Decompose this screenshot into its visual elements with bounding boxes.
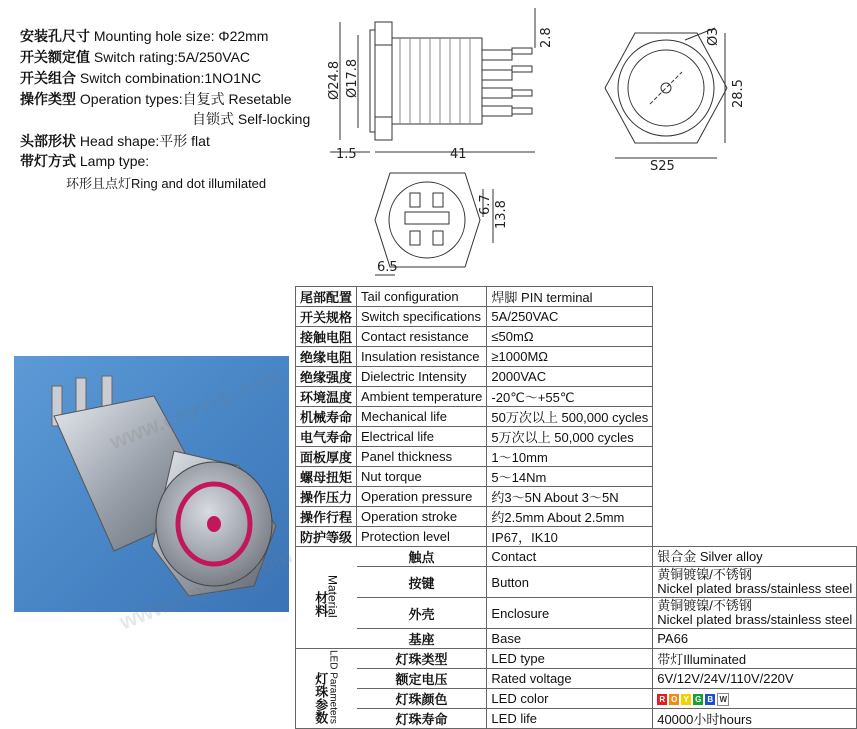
product-photo bbox=[14, 356, 289, 612]
param-cn: 面板厚度 bbox=[296, 447, 357, 467]
param-cn: 按键 bbox=[357, 567, 487, 598]
switch-illustration bbox=[14, 356, 289, 612]
param-cn: 灯珠类型 bbox=[357, 649, 487, 669]
param-value: 1～10mm bbox=[487, 447, 653, 467]
param-en: LED type bbox=[487, 649, 653, 669]
spec-table bbox=[295, 286, 857, 729]
param-en: Panel thickness bbox=[357, 447, 487, 467]
param-en: Tail configuration bbox=[357, 287, 487, 307]
param-value: -20℃～+55℃ bbox=[487, 387, 653, 407]
table-row bbox=[296, 709, 857, 729]
param-value-line1: 黄铜镀镍/不锈钢 bbox=[657, 598, 752, 613]
param-value: 带灯Illuminated bbox=[653, 649, 857, 669]
dim-pin-c: 6.5 bbox=[377, 260, 398, 275]
dim-height: 28.5 bbox=[731, 79, 746, 108]
pin-view-drawing bbox=[365, 165, 515, 283]
param-cn: 环境温度 bbox=[296, 387, 357, 407]
dim-pin-a: 6.7 bbox=[478, 194, 493, 215]
param-en: Mechanical life bbox=[357, 407, 487, 427]
param-cn: 机械寿命 bbox=[296, 407, 357, 427]
param-value bbox=[653, 567, 857, 598]
spec-table-body bbox=[296, 287, 857, 729]
param-value: 5万次以上 50,000 cycles bbox=[487, 427, 653, 447]
param-cn: 防护等级 bbox=[296, 527, 357, 547]
param-en: Contact bbox=[487, 547, 653, 567]
spec-value: 环形且点灯Ring and dot illumilated bbox=[66, 176, 267, 191]
table-row bbox=[296, 487, 857, 507]
param-en: Rated voltage bbox=[487, 669, 653, 689]
spec-label: 开关额定值 bbox=[20, 49, 90, 65]
param-value: ≤50mΩ bbox=[487, 327, 653, 347]
spec-lamp-type bbox=[20, 153, 149, 170]
param-cn: 基座 bbox=[357, 629, 487, 649]
table-row bbox=[296, 347, 857, 367]
spec-switch-combination bbox=[20, 70, 261, 87]
param-en: Ambient temperature bbox=[357, 387, 487, 407]
table-row bbox=[296, 367, 857, 387]
param-en: Button bbox=[487, 567, 653, 598]
dim-dia-outer: Ø24.8 bbox=[327, 60, 342, 100]
param-en: LED color bbox=[487, 689, 653, 709]
material-label-cn: 材料 bbox=[313, 591, 329, 618]
param-en: Electrical life bbox=[357, 427, 487, 447]
spec-switch-rating bbox=[20, 49, 250, 66]
spec-label: 带灯方式 bbox=[20, 153, 76, 169]
table-row bbox=[296, 629, 857, 649]
spec-label: 开关组合 bbox=[20, 70, 76, 86]
param-cn: 接触电阻 bbox=[296, 327, 357, 347]
table-row bbox=[296, 507, 857, 527]
param-cn: 绝缘电阻 bbox=[296, 347, 357, 367]
table-row bbox=[296, 327, 857, 347]
spec-operation-types bbox=[20, 91, 292, 108]
spec-label: 安装孔尺寸 bbox=[20, 28, 90, 44]
table-row bbox=[296, 447, 857, 467]
table-row bbox=[296, 598, 857, 629]
param-value-line1: 银合金 Silver alloy bbox=[657, 548, 763, 564]
led-color-swatch: G bbox=[695, 695, 702, 705]
led-label-cn: 灯珠参数 bbox=[313, 671, 329, 724]
param-cn: 螺母扭矩 bbox=[296, 467, 357, 487]
param-value bbox=[653, 629, 857, 649]
led-label-en: LED Parameters bbox=[327, 650, 339, 724]
param-value bbox=[653, 598, 857, 629]
dim-len-total: 41 bbox=[450, 147, 467, 162]
param-cn: 操作压力 bbox=[296, 487, 357, 507]
param-value: 40000小时hours bbox=[653, 709, 857, 729]
param-value: ≥1000MΩ bbox=[487, 347, 653, 367]
param-en: Base bbox=[487, 629, 653, 649]
table-row bbox=[296, 407, 857, 427]
spec-label: 操作类型 bbox=[20, 91, 76, 107]
dim-top-offset: 2.8 bbox=[539, 27, 554, 48]
param-value: 约2.5mm About 2.5mm bbox=[487, 507, 653, 527]
param-en: Insulation resistance bbox=[357, 347, 487, 367]
table-row bbox=[296, 527, 857, 547]
param-value-line2: Nickel plated brass/stainless steel bbox=[657, 581, 853, 596]
param-value-line1: PA66 bbox=[657, 630, 689, 646]
dim-dia-inner: Ø17.8 bbox=[345, 58, 360, 98]
table-row bbox=[296, 547, 857, 567]
param-cn: 额定电压 bbox=[357, 669, 487, 689]
table-row bbox=[296, 669, 857, 689]
spec-head-shape bbox=[20, 133, 210, 150]
param-value: IP67，IK10 bbox=[487, 527, 653, 547]
param-en: Protection level bbox=[357, 527, 487, 547]
spec-value: Switch rating:5A/250VAC bbox=[90, 49, 251, 65]
param-value bbox=[653, 547, 857, 567]
param-value-line2: Nickel plated brass/stainless steel bbox=[657, 612, 853, 627]
param-en: LED life bbox=[487, 709, 653, 729]
param-value: 约3～5N About 3～5N bbox=[487, 487, 653, 507]
param-cn: 电气寿命 bbox=[296, 427, 357, 447]
table-row bbox=[296, 567, 857, 598]
dim-hex: S25 bbox=[650, 159, 675, 174]
led-color-swatch: B bbox=[705, 694, 715, 705]
led-color-swatch: Y bbox=[681, 694, 691, 705]
led-group-label bbox=[296, 649, 357, 729]
param-cn: 操作行程 bbox=[296, 507, 357, 527]
param-value-line1: 黄铜镀镍/不锈钢 bbox=[657, 567, 752, 582]
dim-pin-b: 13.8 bbox=[494, 200, 509, 229]
table-row bbox=[296, 387, 857, 407]
param-cn: 外壳 bbox=[357, 598, 487, 629]
led-color-swatches bbox=[653, 689, 857, 709]
led-color-swatch: W bbox=[717, 693, 729, 706]
param-cn: 开关规格 bbox=[296, 307, 357, 327]
spec-value: Lamp type: bbox=[76, 153, 150, 169]
table-row bbox=[296, 649, 857, 669]
spec-self-locking bbox=[192, 111, 310, 128]
table-row bbox=[296, 287, 857, 307]
param-value: 焊脚 PIN terminal bbox=[487, 287, 653, 307]
table-row bbox=[296, 427, 857, 447]
dim-hole-dia: Ø3 bbox=[706, 27, 721, 46]
spec-lamp-detail bbox=[66, 175, 266, 192]
spec-mounting-hole bbox=[20, 28, 268, 45]
param-value: 2000VAC bbox=[487, 367, 653, 387]
material-group-label bbox=[296, 547, 357, 649]
led-color-swatch: O bbox=[671, 695, 678, 705]
dim-len-head: 1.5 bbox=[336, 147, 357, 162]
param-cn: 触点 bbox=[357, 547, 487, 567]
param-en: Switch specifications bbox=[357, 307, 487, 327]
spec-value: Switch combination:1NO1NC bbox=[76, 70, 262, 86]
param-value: 5A/250VAC bbox=[487, 307, 653, 327]
photo-watermark-1: www.cnyvcb.com bbox=[105, 362, 286, 455]
spec-value: 自锁式 Self-locking bbox=[192, 111, 311, 127]
param-cn: 尾部配置 bbox=[296, 287, 357, 307]
param-value: 5～14Nm bbox=[487, 467, 653, 487]
param-cn: 灯珠寿命 bbox=[357, 709, 487, 729]
table-row bbox=[296, 307, 857, 327]
param-en: Operation stroke bbox=[357, 507, 487, 527]
param-value: 50万次以上 500,000 cycles bbox=[487, 407, 653, 427]
led-color-swatch: R bbox=[657, 694, 667, 705]
param-value: 6V/12V/24V/110V/220V bbox=[653, 669, 857, 689]
param-en: Enclosure bbox=[487, 598, 653, 629]
material-label-en: Material bbox=[325, 574, 340, 618]
param-en: Nut torque bbox=[357, 467, 487, 487]
spec-value: Mounting hole size: Φ22mm bbox=[90, 28, 269, 44]
spec-label: 头部形状 bbox=[20, 133, 76, 149]
spec-value: Head shape:平形 flat bbox=[76, 133, 210, 149]
spec-value: Operation types:自复式 Resetable bbox=[76, 91, 292, 107]
front-view-drawing bbox=[595, 18, 746, 174]
param-en: Contact resistance bbox=[357, 327, 487, 347]
param-en: Operation pressure bbox=[357, 487, 487, 507]
param-cn: 绝缘强度 bbox=[296, 367, 357, 387]
param-cn: 灯珠颜色 bbox=[357, 689, 487, 709]
table-row bbox=[296, 689, 857, 709]
param-en: Dielectric Intensity bbox=[357, 367, 487, 387]
side-view-drawing bbox=[327, 0, 590, 170]
table-row bbox=[296, 467, 857, 487]
